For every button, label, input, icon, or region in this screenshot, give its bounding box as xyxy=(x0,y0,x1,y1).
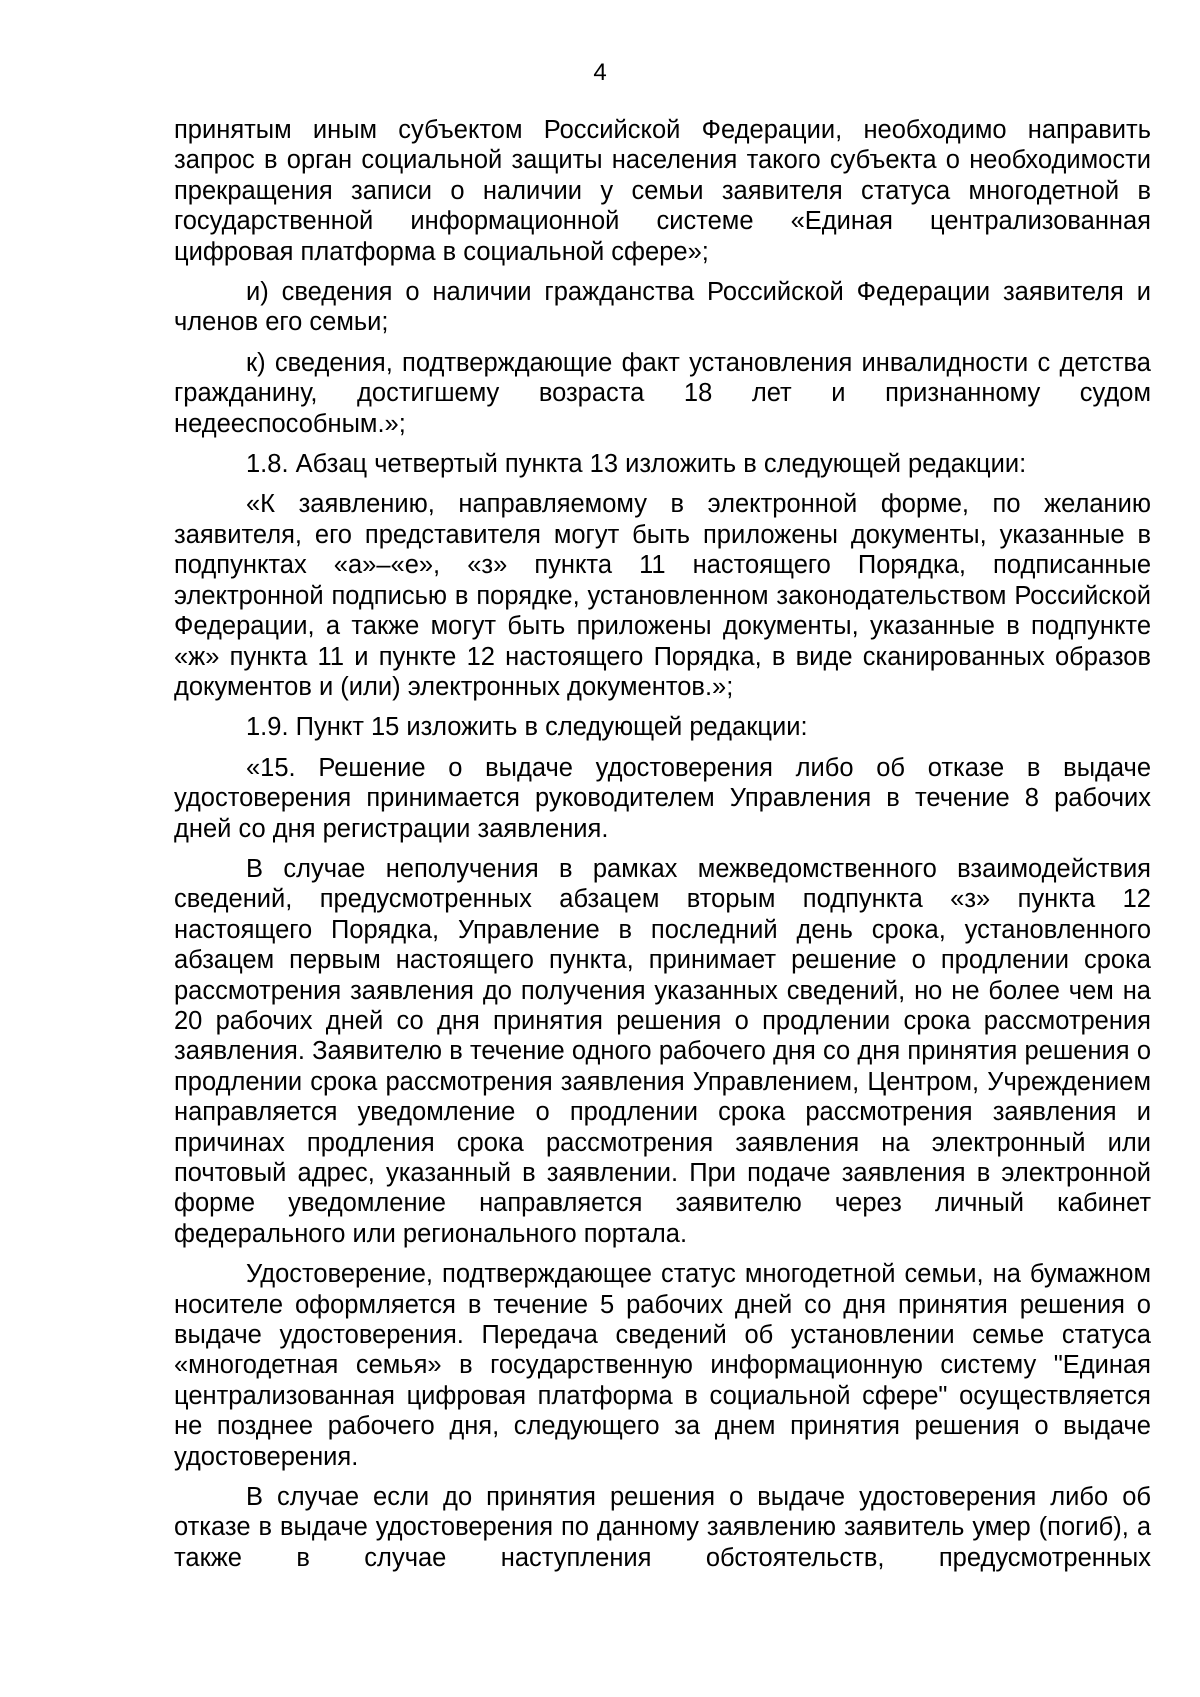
paragraph: принятым иным субъектом Российской Федерации, необходимо направить запрос в орган социальной защиты населения такого субъекта о необходимости прекращения записи о наличии у семьи заявителя статуса многодетной в государственной информационной системе «Единая централизованная цифровая платформа в социальной сфере»; xyxy=(174,116,1151,266)
paragraph: В случае если до принятия решения о выдаче удостоверения либо об отказе в выдаче удостоверения по данному заявлению заявитель умер (погиб), а также в случае наступления обстоятельств, предусмотренных xyxy=(174,1483,1151,1572)
paragraph: В случае неполучения в рамках межведомственного взаимодействия сведений, предусмотренных абзацем вторым подпункта «з» пункта 12 настоящего Порядка, Управление в последний день срока, установленного абзацем первым настоящего пункта, принимает решение о продлении срока рассмотрения заявления до получения указанных сведений, но не более чем на 20 рабочих дней со дня принятия решения о продлении срока рассмотрения заявления. Заявителю в течение одного рабочего дня со дня принятия решения о продлении срока рассмотрения заявления Управлением, Центром, Учреждением направляется уведомление о продлении срока рассмотрения заявления и причинах продления срока рассмотрения заявления на электронный или почтовый адрес, указанный в заявлении. При подаче заявления в электронной форме уведомление направляется заявителю через личный кабинет федерального или регионального портала. xyxy=(174,854,1151,1248)
paragraph: и) сведения о наличии гражданства Российской Федерации заявителя и членов его семьи; xyxy=(174,278,1151,337)
paragraph: 1.9. Пункт 15 изложить в следующей редакции: xyxy=(246,713,808,742)
page-number: 4 xyxy=(593,59,607,86)
paragraph: Удостоверение, подтверждающее статус многодетной семьи, на бумажном носителе оформляется в течение 5 рабочих дней со дня принятия решения о выдаче удостоверения. Передача сведений об установлении семье статуса «многодетная семья» в государственную информационную систему "Единая централизованная цифровая платформа в социальной сфере" осуществляется не позднее рабочего дня, следующего за днем принятия решения о выдаче удостоверения. xyxy=(174,1260,1151,1471)
paragraph: 1.8. Абзац четвертый пункта 13 изложить в следующей редакции: xyxy=(246,450,1027,479)
paragraph: «К заявлению, направляемому в электронной форме, по желанию заявителя, его представителя могут быть приложены документы, указанные в подпунктах «а»–«е», «з» пункта 11 настоящего Порядка, подписанные электронной подписью в порядке, установленном законодательством Российской Федерации, а также могут быть приложены документы, указанные в подпункте «ж» пункта 11 и пункте 12 настоящего Порядка, в виде сканированных образов документов и (или) электронных документов.»; xyxy=(174,490,1151,701)
document-body xyxy=(174,115,1151,1583)
paragraph: к) сведения, подтверждающие факт установления инвалидности с детства гражданину, достигшему возраста 18 лет и признанному судом недееспособным.»; xyxy=(174,348,1151,438)
paragraph: «15. Решение о выдаче удостоверения либо об отказе в выдаче удостоверения принимается руководителем Управления в течение 8 рабочих дней со дня регистрации заявления. xyxy=(174,753,1151,843)
